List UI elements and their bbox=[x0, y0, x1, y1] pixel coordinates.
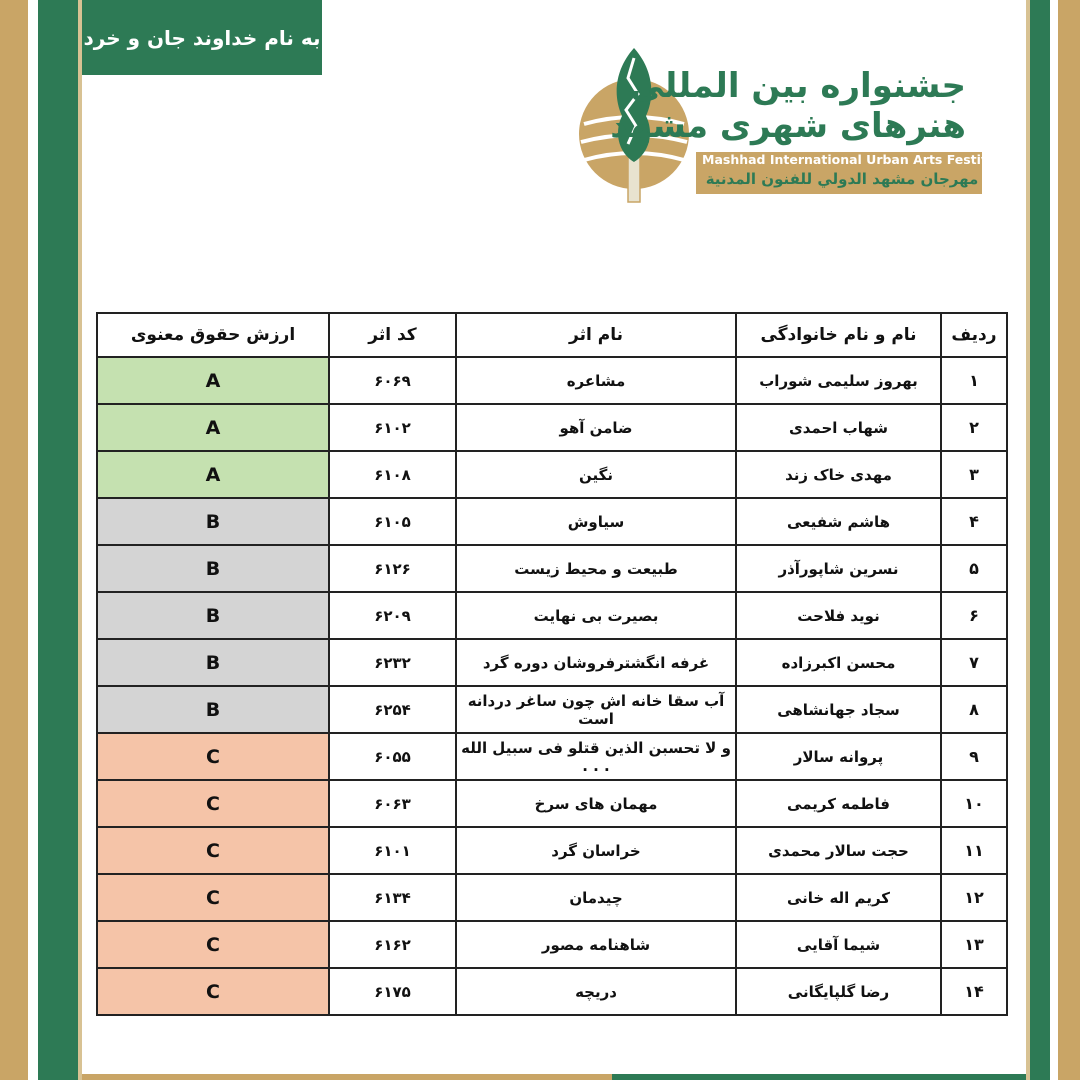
cell-grade: B bbox=[97, 686, 329, 733]
cell-row-number: ۹ bbox=[941, 733, 1007, 780]
cell-work-code: ۶۲۳۲ bbox=[329, 639, 456, 686]
cell-work-title: دریچه bbox=[456, 968, 736, 1015]
header-row-number: ردیف bbox=[941, 313, 1007, 357]
table-row bbox=[97, 968, 1007, 1015]
cell-work-title: خراسان گرد bbox=[456, 827, 736, 874]
table-row bbox=[97, 780, 1007, 827]
invocation-text: به نام خداوند جان و خرد bbox=[83, 25, 321, 50]
cell-work-code: ۶۱۲۶ bbox=[329, 545, 456, 592]
table-row bbox=[97, 733, 1007, 780]
cell-full-name: نوید فلاحت bbox=[736, 592, 941, 639]
invocation-header bbox=[82, 0, 322, 75]
cell-full-name: محسن اکبرزاده bbox=[736, 639, 941, 686]
bottom-gold-strip bbox=[82, 1074, 612, 1080]
cell-work-title: شاهنامه مصور bbox=[456, 921, 736, 968]
table-row bbox=[97, 827, 1007, 874]
cell-work-code: ۶۱۶۲ bbox=[329, 921, 456, 968]
cell-grade: B bbox=[97, 639, 329, 686]
cell-work-title: بصیرت بی نهایت bbox=[456, 592, 736, 639]
cell-row-number: ۶ bbox=[941, 592, 1007, 639]
cell-grade: B bbox=[97, 592, 329, 639]
header-moral-rights-value: ارزش حقوق معنوی bbox=[97, 313, 329, 357]
left-white-band bbox=[28, 0, 38, 1080]
left-green-band bbox=[38, 0, 78, 1080]
header-work-code: کد اثر bbox=[329, 313, 456, 357]
cell-full-name: هاشم شفیعی bbox=[736, 498, 941, 545]
table-row bbox=[97, 639, 1007, 686]
cell-grade: A bbox=[97, 404, 329, 451]
cell-row-number: ۱۲ bbox=[941, 874, 1007, 921]
cell-grade: A bbox=[97, 451, 329, 498]
table-header-row bbox=[97, 313, 1007, 357]
cell-work-title: سیاوش bbox=[456, 498, 736, 545]
cell-work-title: مهمان های سرخ bbox=[456, 780, 736, 827]
cell-grade: C bbox=[97, 780, 329, 827]
bottom-strip bbox=[82, 1074, 1026, 1080]
cell-full-name: پروانه سالار bbox=[736, 733, 941, 780]
table-row bbox=[97, 404, 1007, 451]
cell-row-number: ۲ bbox=[941, 404, 1007, 451]
table-row bbox=[97, 921, 1007, 968]
cell-row-number: ۳ bbox=[941, 451, 1007, 498]
cell-grade: B bbox=[97, 545, 329, 592]
table-row bbox=[97, 592, 1007, 639]
cell-work-code: ۶۰۶۹ bbox=[329, 357, 456, 404]
cell-work-title: مشاعره bbox=[456, 357, 736, 404]
right-white-band bbox=[1050, 0, 1058, 1080]
left-thin-band bbox=[78, 0, 82, 1080]
cell-row-number: ۴ bbox=[941, 498, 1007, 545]
cell-full-name: کریم اله خانی bbox=[736, 874, 941, 921]
cell-full-name: فاطمه کریمی bbox=[736, 780, 941, 827]
cell-work-code: ۶۱۰۸ bbox=[329, 451, 456, 498]
logo-title-line1: جشنواره بین المللی bbox=[630, 66, 966, 106]
cell-work-title: ضامن آهو bbox=[456, 404, 736, 451]
cell-row-number: ۱۱ bbox=[941, 827, 1007, 874]
cell-grade: A bbox=[97, 357, 329, 404]
cell-work-code: ۶۱۰۵ bbox=[329, 498, 456, 545]
logo-english-name: Mashhad International Urban Arts Festival bbox=[702, 152, 1002, 167]
cell-full-name: شهاب احمدی bbox=[736, 404, 941, 451]
header-full-name: نام و نام خانوادگی bbox=[736, 313, 941, 357]
cell-full-name: رضا گلپایگانی bbox=[736, 968, 941, 1015]
table-row bbox=[97, 874, 1007, 921]
cell-grade: C bbox=[97, 874, 329, 921]
cell-full-name: شیما آقایی bbox=[736, 921, 941, 968]
table-row bbox=[97, 686, 1007, 733]
cell-work-title: نگین bbox=[456, 451, 736, 498]
table-row bbox=[97, 498, 1007, 545]
cell-grade: C bbox=[97, 827, 329, 874]
table-row bbox=[97, 357, 1007, 404]
cell-grade: C bbox=[97, 733, 329, 780]
cell-grade: C bbox=[97, 968, 329, 1015]
cell-row-number: ۱ bbox=[941, 357, 1007, 404]
cell-work-code: ۶۲۵۴ bbox=[329, 686, 456, 733]
cell-grade: B bbox=[97, 498, 329, 545]
right-green-band bbox=[1030, 0, 1050, 1080]
cell-full-name: نسرین شاپورآذر bbox=[736, 545, 941, 592]
table-row bbox=[97, 451, 1007, 498]
logo-title-line2: هنرهای شهری مشهد bbox=[610, 106, 966, 146]
festival-logo bbox=[578, 44, 1002, 204]
cell-work-title: و لا تحسبن الذین قتلو فی سبیل الله . . . bbox=[456, 733, 736, 780]
table-row bbox=[97, 545, 1007, 592]
cell-full-name: سجاد جهانشاهی bbox=[736, 686, 941, 733]
cell-full-name: بهروز سلیمی شوراب bbox=[736, 357, 941, 404]
cell-full-name: مهدی خاک زند bbox=[736, 451, 941, 498]
cell-row-number: ۷ bbox=[941, 639, 1007, 686]
cell-work-code: ۶۰۶۳ bbox=[329, 780, 456, 827]
cell-row-number: ۱۰ bbox=[941, 780, 1007, 827]
cell-work-title: طبیعت و محیط زیست bbox=[456, 545, 736, 592]
header-work-title: نام اثر bbox=[456, 313, 736, 357]
cell-row-number: ۱۴ bbox=[941, 968, 1007, 1015]
cell-work-code: ۶۱۰۲ bbox=[329, 404, 456, 451]
results-table-container bbox=[96, 312, 1006, 1016]
right-gold-band bbox=[1058, 0, 1080, 1080]
bottom-green-strip bbox=[612, 1074, 1026, 1080]
cell-grade: C bbox=[97, 921, 329, 968]
results-table bbox=[96, 312, 1008, 1016]
cell-work-code: ۶۰۵۵ bbox=[329, 733, 456, 780]
cell-work-code: ۶۱۷۵ bbox=[329, 968, 456, 1015]
cell-row-number: ۵ bbox=[941, 545, 1007, 592]
cell-full-name: حجت سالار محمدی bbox=[736, 827, 941, 874]
table-body bbox=[97, 357, 1007, 1015]
left-gold-band bbox=[0, 0, 28, 1080]
cell-work-title: آب سقا خانه اش چون ساغر دردانه است bbox=[456, 686, 736, 733]
cell-work-title: چیدمان bbox=[456, 874, 736, 921]
cell-work-code: ۶۱۳۴ bbox=[329, 874, 456, 921]
cell-work-code: ۶۲۰۹ bbox=[329, 592, 456, 639]
cell-row-number: ۱۳ bbox=[941, 921, 1007, 968]
cell-row-number: ۸ bbox=[941, 686, 1007, 733]
cell-work-code: ۶۱۰۱ bbox=[329, 827, 456, 874]
cell-work-title: غرفه انگشترفروشان دوره گرد bbox=[456, 639, 736, 686]
logo-arabic-name: مهرجان مشهد الدولي للفنون المدنية bbox=[705, 170, 979, 188]
